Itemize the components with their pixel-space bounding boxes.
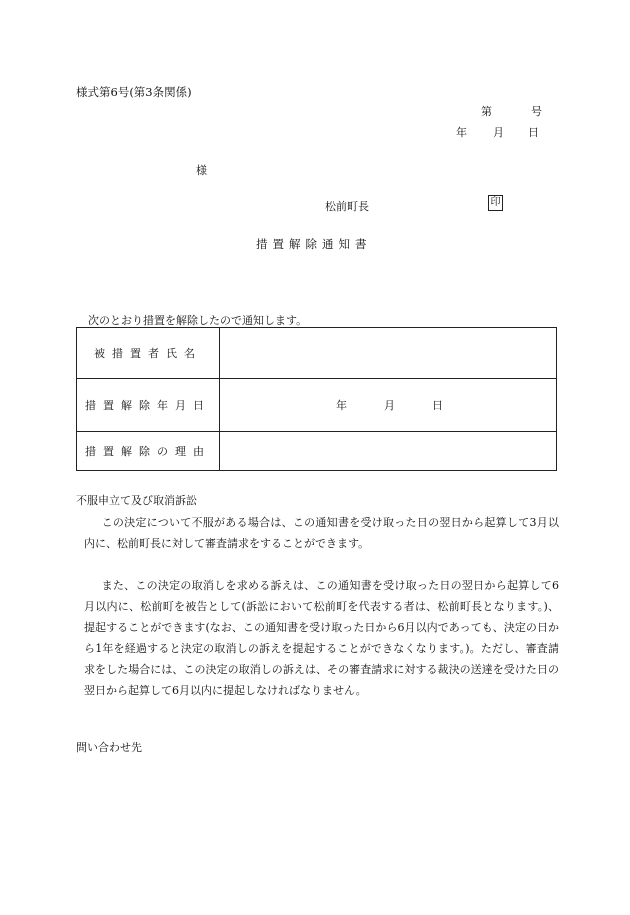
document-title: 措置解除通知書 — [256, 237, 372, 251]
row-label: 被措置者氏名 — [77, 328, 220, 379]
release-date-day: 日 — [432, 399, 443, 412]
issue-date-day: 日 — [528, 126, 539, 139]
notice-table — [76, 327, 557, 471]
document-number-prefix: 第 — [481, 105, 492, 118]
issue-date-year: 年 — [456, 126, 467, 139]
contact-heading: 問い合わせ先 — [76, 741, 142, 754]
table-row — [77, 432, 557, 471]
release-reason-value — [220, 432, 557, 471]
seal-mark: 印 — [488, 195, 503, 211]
release-date-year: 年 — [336, 399, 347, 412]
table-row — [77, 379, 557, 432]
form-number: 様式第6号(第3条関係) — [76, 85, 192, 99]
issuer-name: 松前町長 — [325, 200, 369, 213]
issue-date-month: 月 — [493, 126, 504, 139]
document-number-suffix: 号 — [531, 105, 542, 118]
addressee-honorific: 様 — [196, 164, 207, 177]
row-label: 措置解除の理由 — [77, 432, 220, 471]
appeal-paragraph: また、この決定の取消しを求める訴えは、この通知書を受け取った日の翌日から起算して6月以内に、松前町を被告として(訴訟において松前町を代表する者は、松前町長となります。)、提起することができます(なお、この通知書を受け取った日から6月以内であっても、決定の日から1年を経過すると決定の取消しの訴えを提起することができなくなります。)。ただし、審査請求をした場合には、この決定の取消しの訴えは、その審査請求に対する裁決の送達を受けた日の翌日から起算して6月以内に提起しなければなりません。 — [84, 579, 559, 697]
table-row — [77, 328, 557, 379]
subject-name-value — [220, 328, 557, 379]
intro-text: 次のとおり措置を解除したので通知します。 — [88, 314, 308, 327]
appeal-paragraph: この決定について不服がある場合は、この通知書を受け取った日の翌日から起算して3月以内に、松前町長に対して審査請求をすることができます。 — [84, 516, 559, 550]
appeal-heading: 不服申立て及び取消訴訟 — [76, 494, 197, 507]
release-date-value — [220, 379, 557, 432]
release-date-month: 月 — [384, 399, 395, 412]
appeal-body — [84, 512, 559, 701]
row-label: 措置解除年月日 — [77, 379, 220, 432]
